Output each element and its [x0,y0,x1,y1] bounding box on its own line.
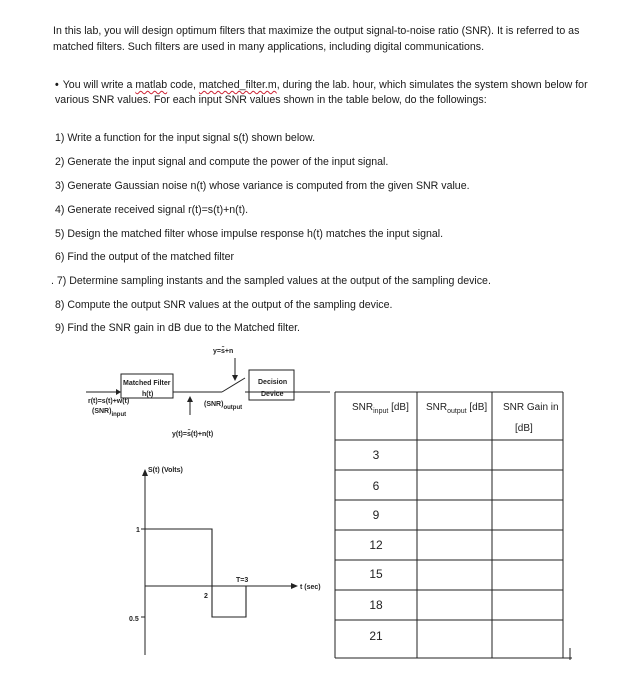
header-snr-output [426,402,487,415]
step-1: 1) Write a function for the input signal s(t) shown below. [55,132,316,144]
signal-plot [129,467,321,655]
decision-label-1: Decision [258,379,288,386]
step-3: 3) Generate Gaussian noise n(t) whose variance is computed from the given SNR value. [55,180,470,192]
bullet-matlab: matlab [135,79,168,91]
snr-output-sub: output [223,405,243,411]
y-label: y=s̃+n [213,348,234,355]
header-snr-gain-2: [dB] [515,423,533,434]
bullet-text-mid: code, [167,79,199,91]
header-snr-output-sub: output [447,408,467,415]
matched-filter-h: h(t) [142,391,154,398]
step-9: 9) Find the SNR gain in dB due to the Matched filter. [55,322,300,334]
y-t-label: y(t)=s̃(t)+n(t) [172,431,214,438]
block-diagram [86,347,330,438]
plot-x-arrow [291,583,298,589]
y-tick-label-half: 0.5 [129,616,139,623]
step-2: 2) Generate the input signal and compute the power of the input signal. [55,156,389,168]
header-snr-input-main: SNR [352,402,374,413]
x-tick-label-two: 2 [204,593,208,600]
snr-input-sub: input [111,412,127,418]
y-arrow-head [232,375,238,381]
header-snr-input-sub: input [373,408,389,415]
bullet-text-post: , during the lab. hour, which simulates the system shown below for various SNR values. For each input SNR values shown in the table below, do the followings: [55,79,588,106]
table-cell-snr-input: 21 [369,629,383,643]
header-snr-output-end: [dB] [466,402,488,413]
y-tick-label-one: 1 [136,527,140,534]
step-4: 4) Generate received signal r(t)=s(t)+n(t). [55,204,249,216]
bullet-text-pre: You will write a [62,79,136,91]
snr-output-main: (SNR) [204,401,224,408]
snr-table [335,392,572,660]
step-8: 8) Compute the output SNR values at the output of the sampling device. [55,299,393,311]
plot-x-label: t (sec) [300,584,321,591]
table-cell-snr-input: 3 [372,448,380,462]
table-cell-snr-input: 15 [369,567,383,581]
header-snr-output-main: SNR [426,402,448,413]
signal-trace [145,529,249,617]
x-label-t3: T=3 [236,577,249,584]
snr-output-label [204,401,242,411]
input-arrow-head [116,389,121,395]
header-snr-gain-1: SNR Gain in [503,402,559,413]
table-cell-snr-input: 6 [372,479,380,493]
step-5: 5) Design the matched filter whose impulse response h(t) matches the input signal. [55,228,444,240]
step-7: . 7) Determine sampling instants and the sampled values at the output of the sampling device. [51,275,491,287]
sampler-switch [222,378,245,392]
matched-filter-title: Matched Filter [123,380,171,387]
table-cell-snr-input: 9 [372,508,380,522]
plot-y-label: S(t) (Volts) [148,467,183,474]
table-cell-snr-input: 12 [369,538,383,552]
snr-input-main: (SNR) [92,408,112,415]
input-signal-label: r(t)=s(t)+w(t) [88,398,130,405]
snr-input-label [92,408,126,418]
table-cell-snr-input: 18 [369,598,383,612]
intro-paragraph: In this lab, you will design optimum filters that maximize the output signal-to-noise ratio (SNR). It is referred to as matched filters. Such filters are used in many applications, including digital communications. [53,25,580,53]
y-t-arrow-head [187,396,193,402]
header-snr-input [352,402,409,415]
header-snr-input-end: [dB] [388,402,409,413]
bullet-dot: • [55,79,59,91]
bullet-filename: matched_filter.m [198,79,277,91]
step-6: 6) Find the output of the matched filter [55,251,235,263]
decision-label-2: Device [261,391,284,398]
